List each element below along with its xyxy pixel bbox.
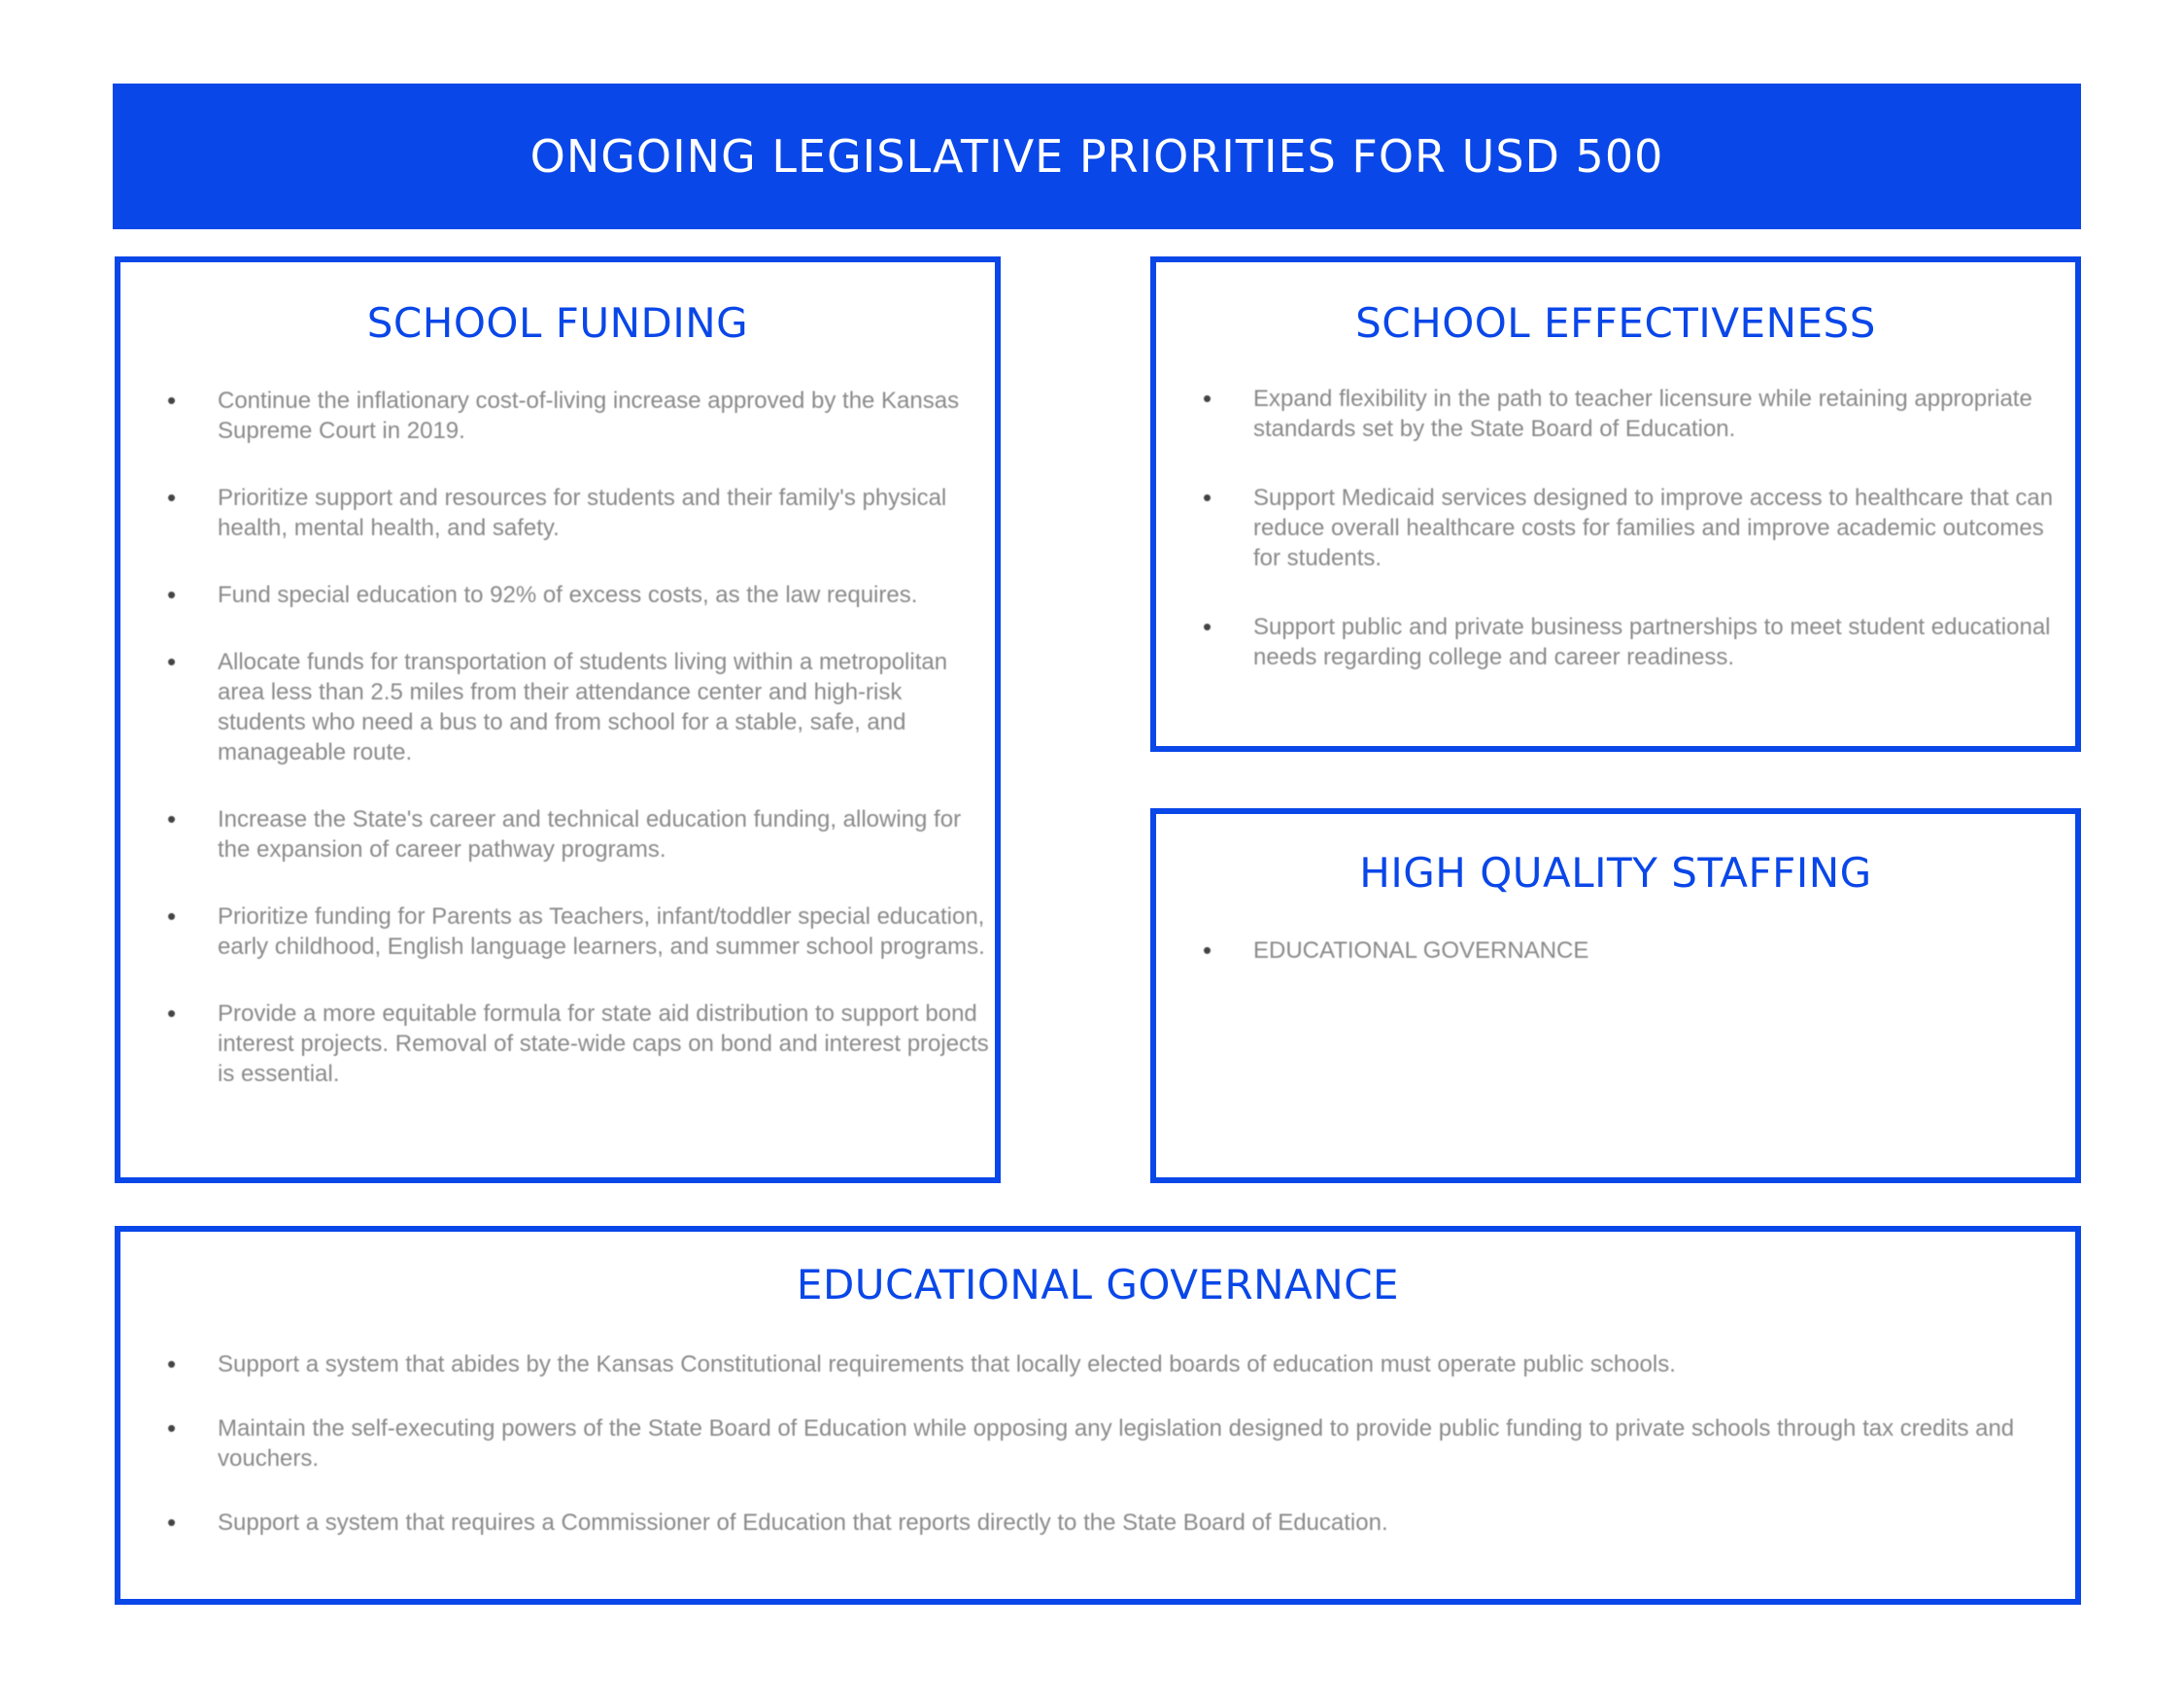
list-item: • Prioritize support and resources for students and their family's physical health, mental health, and safety.: [120, 483, 995, 543]
list-item: • Prioritize funding for Parents as Teachers, infant/toddler special education, early childhood, English language learners, and summer school programs.: [120, 901, 995, 962]
high-quality-staffing-list: [1156, 935, 2075, 966]
school-effectiveness-card: [1150, 256, 2081, 752]
school-effectiveness-heading: SCHOOL EFFECTIVENESS: [1355, 299, 1876, 347]
list-item: • Support a system that abides by the Kansas Constitutional requirements that locally elected boards of education must operate public schools.: [120, 1349, 2075, 1379]
school-funding-card: [115, 256, 1001, 1183]
list-item: • Continue the inflationary cost-of-living increase approved by the Kansas Supreme Court in 2019.: [120, 386, 995, 446]
list-item: • Maintain the self-executing powers of the State Board of Education while opposing any legislation designed to provide public funding to private schools through tax credits and vouchers.: [120, 1413, 2075, 1474]
list-item: • Support Medicaid services designed to improve access to healthcare that can reduce overall healthcare costs for families and improve academic outcomes for students.: [1156, 483, 2075, 573]
list-item: • Allocate funds for transportation of students living within a metropolitan area less than 2.5 miles from their attendance center and high-risk students who need a bus to and from school for a stable, safe, and manageable route.: [120, 647, 995, 767]
list-item: • EDUCATIONAL GOVERNANCE: [1156, 935, 2075, 966]
school-funding-list: [120, 386, 995, 1089]
list-item: • Fund special education to 92% of excess costs, as the law requires.: [120, 580, 995, 610]
educational-governance-list: [120, 1349, 2075, 1538]
high-quality-staffing-heading: HIGH QUALITY STAFFING: [1359, 849, 1872, 897]
list-item: • Support a system that requires a Commissioner of Education that reports directly to the State Board of Education.: [120, 1508, 2075, 1538]
page-title: ONGOING LEGISLATIVE PRIORITIES FOR USD 500: [529, 130, 1664, 183]
list-item: • Increase the State's career and technical education funding, allowing for the expansion of career pathway programs.: [120, 804, 995, 865]
high-quality-staffing-card: [1150, 808, 2081, 1183]
title-banner: [113, 84, 2081, 229]
school-effectiveness-list: [1156, 384, 2075, 672]
list-item: • Support public and private business partnerships to meet student educational needs regarding college and career readiness.: [1156, 612, 2075, 672]
educational-governance-heading: EDUCATIONAL GOVERNANCE: [796, 1261, 1400, 1308]
educational-governance-card: [115, 1226, 2081, 1605]
list-item: • Expand flexibility in the path to teacher licensure while retaining appropriate standards set by the State Board of Education.: [1156, 384, 2075, 444]
list-item: • Provide a more equitable formula for state aid distribution to support bond interest projects. Removal of state-wide caps on bond and interest projects is essential.: [120, 999, 995, 1089]
school-funding-heading: SCHOOL FUNDING: [366, 299, 749, 347]
